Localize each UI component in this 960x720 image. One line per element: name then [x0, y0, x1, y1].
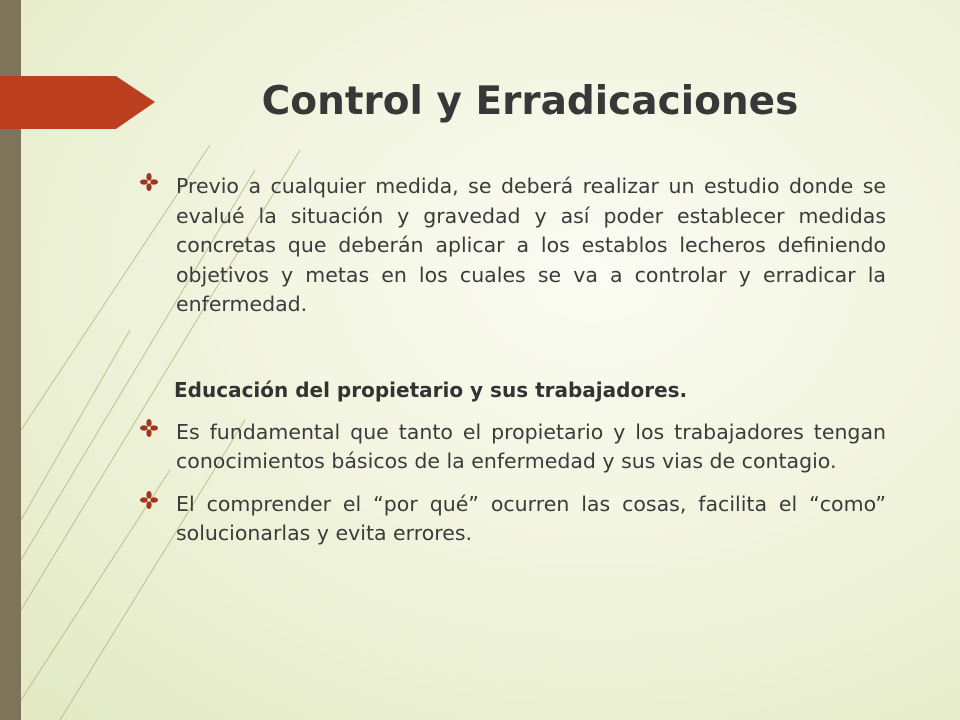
- bullet-item: [140, 418, 886, 477]
- bullet-text: El comprender el “por qué” ocurren las cosas, facilita el “como” solucionarlas y evita errores.: [176, 491, 886, 545]
- bullet-item: [140, 490, 886, 549]
- diamond-bullet-icon: [140, 419, 158, 437]
- slide-content: [140, 172, 886, 549]
- bullet-item: [140, 172, 886, 320]
- diamond-bullet-icon: [140, 173, 158, 191]
- title-accent-tab: [0, 76, 155, 129]
- slide-title: Control y Erradicaciones: [261, 79, 799, 124]
- bullet-text: Es fundamental que tanto el propietario y los trabajadores tengan conocimientos básicos de la enfermedad y sus vias de contagio.: [176, 419, 886, 473]
- bullet-text: Previo a cualquier medida, se deberá realizar un estudio donde se evalué la situación y gravedad y así poder establecer medidas concretas que deberán aplicar a los establos lecheros definiendo objetivos y metas en los cuales se va a controlar y erradicar la enfermedad.: [176, 174, 886, 316]
- diamond-bullet-icon: [140, 491, 158, 509]
- section-subheading: Educación del propietario y sus trabajadores.: [174, 377, 688, 402]
